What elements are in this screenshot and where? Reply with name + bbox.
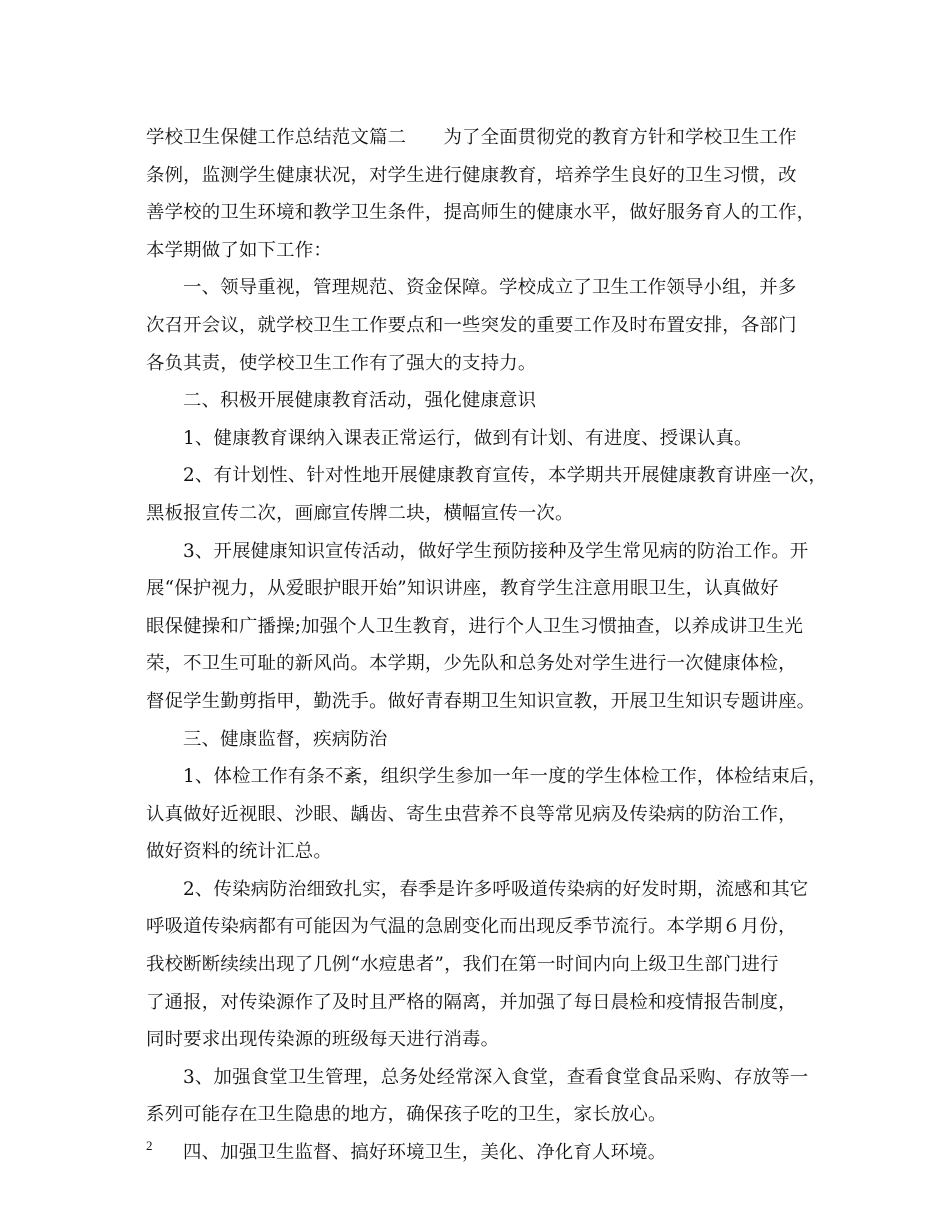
list-item-line: 1、健康教育课纳入课表正常运行，做到有计划、有进度、授课认真。 bbox=[183, 427, 753, 449]
text-line: 展“保护视力，从爱眼护眼开始”知识讲座，教育学生注意用眼卫生，认真做好 bbox=[146, 578, 779, 600]
text-line: 黑板报宣传二次，画廊宣传牌二块，横幅宣传一次。 bbox=[146, 502, 574, 524]
document-body bbox=[146, 119, 827, 1172]
text-line: 条例，监测学生健康状况，对学生进行健康教育，培养学生良好的卫生习惯，改 bbox=[146, 164, 797, 186]
text-line: 次召开会议，就学校卫生工作要点和一些突发的重要工作及时布置安排，各部门 bbox=[146, 314, 797, 336]
section-heading-line: 二、积极开展健康教育活动，强化健康意识 bbox=[183, 390, 537, 412]
text-line: 做好资料的统计汇总。 bbox=[146, 841, 332, 863]
list-item-line: 3、加强食堂卫生管理，总务处经常深入食堂，查看食堂食品采购、存放等一 bbox=[183, 1066, 809, 1088]
text-line: 眼保健操和广播操;加强个人卫生教育，进行个人卫生习惯抽查，以养成讲卫生光 bbox=[146, 615, 804, 637]
text-line: 各负其责，使学校卫生工作有了强大的支持力。 bbox=[146, 352, 537, 374]
list-item-line: 3、开展健康知识宣传活动，做好学生预防接种及学生常见病的防治工作。开 bbox=[183, 540, 809, 562]
list-item-line: 1、体检工作有条不紊，组织学生参加一年一度的学生体检工作，体检结束后， bbox=[183, 766, 827, 788]
section-heading-line: 四、加强卫生监督、搞好环境卫生，美化、净化育人环境。 bbox=[183, 1142, 667, 1164]
text-line: 我校断断续续出现了几例“水痘患者”，我们在第一时间内向上级卫生部门进行 bbox=[146, 954, 779, 976]
text-line: 善学校的卫生环境和教学卫生条件，提高师生的健康水平，做好服务育人的工作， bbox=[146, 202, 816, 224]
text-line: 督促学生勤剪指甲，勤洗手。做好青春期卫生知识宣教，开展卫生知识专题讲座。 bbox=[146, 690, 816, 712]
page-number: 2 bbox=[146, 1138, 153, 1153]
list-item-line: 2、有计划性、针对性地开展健康教育宣传，本学期共开展健康教育讲座一次， bbox=[183, 465, 827, 487]
text-line: 本学期做了如下工作： bbox=[146, 239, 332, 261]
section-heading-line: 三、健康监督，疾病防治 bbox=[183, 728, 388, 750]
text-line: 系列可能存在卫生隐患的地方，确保孩子吃的卫生，家长放心。 bbox=[146, 1104, 667, 1126]
section-heading-line: 一、领导重视，管理规范、资金保障。学校成立了卫生工作领导小组，并多 bbox=[183, 277, 797, 299]
text-line: 同时要求出现传染源的班级每天进行消毒。 bbox=[146, 1029, 500, 1051]
text-line: 了通报，对传染源作了及时且严格的隔离，并加强了每日晨检和疫情报告制度， bbox=[146, 991, 797, 1013]
text-line: 荣，不卫生可耻的新风尚。本学期，少先队和总务处对学生进行一次健康体检， bbox=[146, 653, 797, 675]
text-line: 认真做好近视眼、沙眼、龋齿、寄生虫营养不良等常见病及传染病的防治工作， bbox=[146, 803, 797, 825]
text-line: 学校卫生保健工作总结范文篇二 为了全面贯彻党的教育方针和学校卫生工作 bbox=[146, 127, 797, 148]
text-line: 呼吸道传染病都有可能因为气温的急剧变化而出现反季节流行。本学期６月份， bbox=[146, 916, 797, 938]
list-item-line: 2、传染病防治细致扎实，春季是许多呼吸道传染病的好发时期，流感和其它 bbox=[183, 878, 809, 900]
